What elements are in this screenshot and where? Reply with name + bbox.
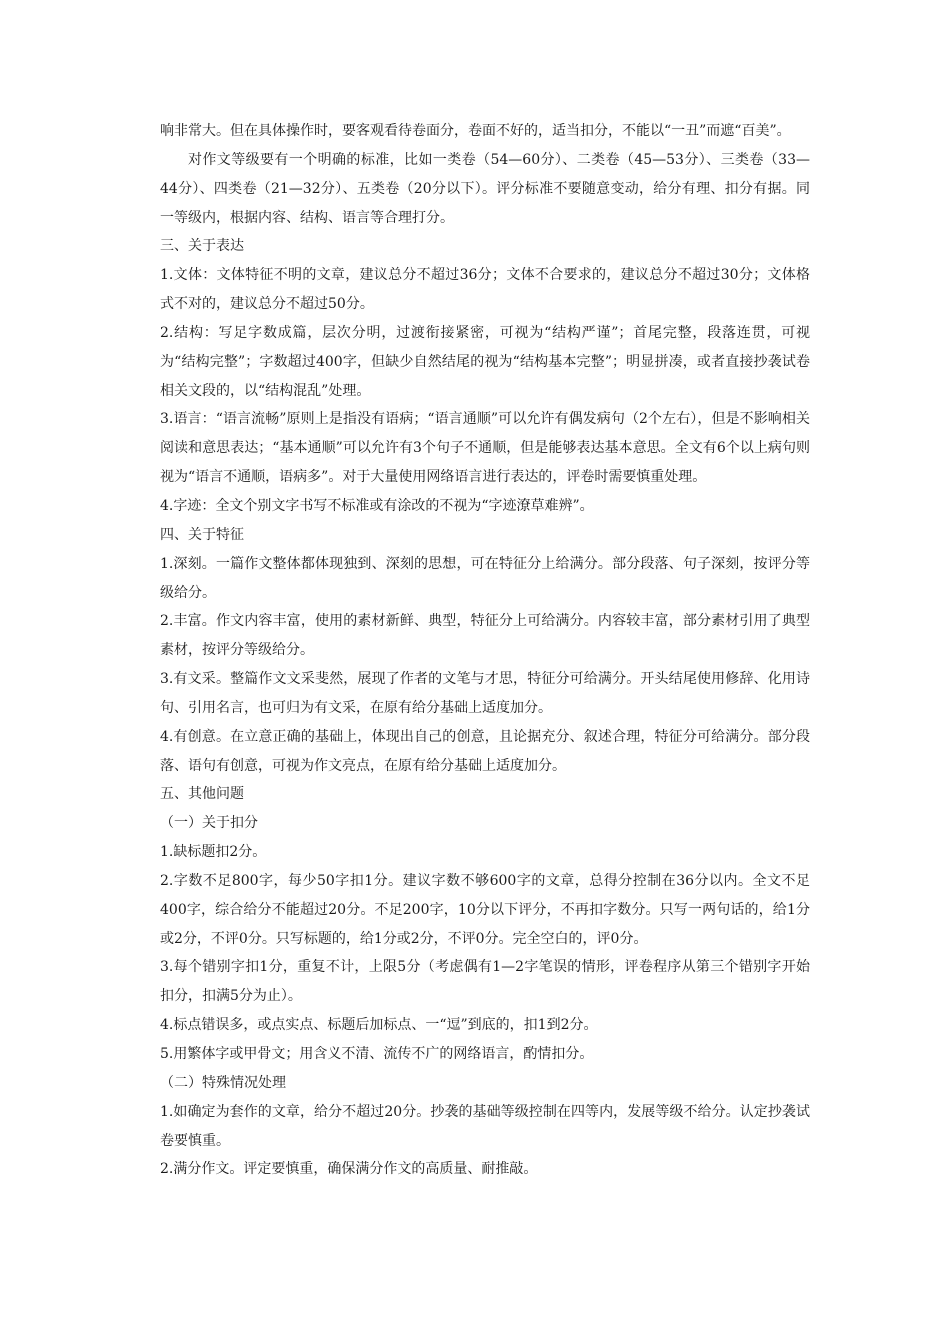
paragraph-typos: 3.每个错别字扣1分，重复不计，上限5分（考虑偶有1—2字笔误的情形，评卷程序从第三个错别字开始扣分，扣满5分为止）。 xyxy=(160,959,810,1005)
paragraph-plagiarism: 1.如确定为套作的文章，给分不超过20分。抄袭的基础等级控制在四等内，发展等级不给分。认定抄袭试卷要慎重。 xyxy=(160,1103,810,1149)
paragraph-punctuation: 4.标点错误多，或点实点、标题后加标点、一“逗”到底的，扣1到2分。 xyxy=(160,1017,598,1034)
paragraph-language: 3.语言：“语言流畅”原则上是指没有语病；“语言通顺”可以允许有偶发病句（2个左右），但是不影响相关阅读和意思表达；“基本通顺”可以允许有3个句子不通顺，但是能够表达基本意思。全文有6个以上病句则视为“语言不通顺，语病多”。对于大量使用网络语言进行表达的，评卷时需要慎重处理。 xyxy=(160,411,810,486)
paragraph-richness: 2.丰富。作文内容丰富，使用的素材新鲜、典型，特征分上可给满分。内容较丰富，部分素材引用了典型素材，按评分等级给分。 xyxy=(160,613,810,659)
section-heading-features: 四、关于特征 xyxy=(160,526,244,543)
paragraph-missing-title: 1.缺标题扣2分。 xyxy=(160,844,267,861)
paragraph-depth: 1.深刻。一篇作文整体都体现独到、深刻的思想，可在特征分上给满分。部分段落、句子深刻，按评分等级给分。 xyxy=(160,555,810,601)
paragraph-literary-grace: 3.有文采。整篇作文文采斐然，展现了作者的文笔与才思，特征分可给满分。开头结尾使用修辞、化用诗句、引用名言，也可归为有文采，在原有给分基础上适度加分。 xyxy=(160,671,810,716)
section-heading-expression: 三、关于表达 xyxy=(160,238,244,255)
paragraph-genre: 1.文体：文体特征不明的文章，建议总分不超过36分；文体不合要求的，建议总分不超过30分；文体格式不对的，建议总分不超过50分。 xyxy=(160,267,810,313)
section-heading-other-issues: 五、其他问题 xyxy=(160,786,244,803)
subsection-heading-special-cases: （二）特殊情况处理 xyxy=(160,1074,286,1091)
paragraph-structure: 2.结构：写足字数成篇，层次分明，过渡衔接紧密，可视为“结构严谨”；首尾完整，段落连贯，可视为“结构完整”；字数超过400字，但缺少自然结尾的视为“结构基本完整”；明显拼凑，或者直接抄袭试卷相关文段的，以“结构混乱”处理。 xyxy=(160,324,810,399)
paragraph-creativity: 4.有创意。在立意正确的基础上，体现出自己的创意，且论据充分、叙述合理，特征分可给满分。部分段落、语句有创意，可视为作文亮点，在原有给分基础上适度加分。 xyxy=(160,728,810,774)
paragraph-word-count: 2.字数不足800字，每少50字扣1分。建议字数不够600字的文章，总得分控制在36分以内。全文不足400字，综合给分不能超过20分。不足200字，10分以下评分，不再扣字数分。只写一两句话的，给1分或2分，不评0分。只写标题的，给1分或2分，不评0分。完全空白的，评0分。 xyxy=(160,872,810,947)
document-body xyxy=(160,117,810,1184)
paragraph-continuation: 响非常大。但在具体操作时，要客观看待卷面分，卷面不好的，适当扣分，不能以“一丑”而遮“百美”。 xyxy=(160,123,791,139)
paragraph-traditional-characters: 5.用繁体字或甲骨文；用含义不清、流传不广的网络语言，酌情扣分。 xyxy=(160,1046,594,1062)
paragraph-handwriting: 4.字迹：全文个别文字书写不标准或有涂改的不视为“字迹潦草难辨”。 xyxy=(160,497,594,514)
paragraph-full-marks: 2.满分作文。评定要慎重，确保满分作文的高质量、耐推敲。 xyxy=(160,1161,538,1178)
subsection-heading-deductions: （一）关于扣分 xyxy=(160,815,258,832)
paragraph-grading-standard: 对作文等级要有一个明确的标准，比如一类卷（54—60分）、二类卷（45—53分）、三类卷（33—44分）、四类卷（21—32分）、五类卷（20分以下）。评分标准不要随意变动，给分有理、扣分有据。同一等级内，根据内容、结构、语言等合理打分。 xyxy=(160,151,810,226)
